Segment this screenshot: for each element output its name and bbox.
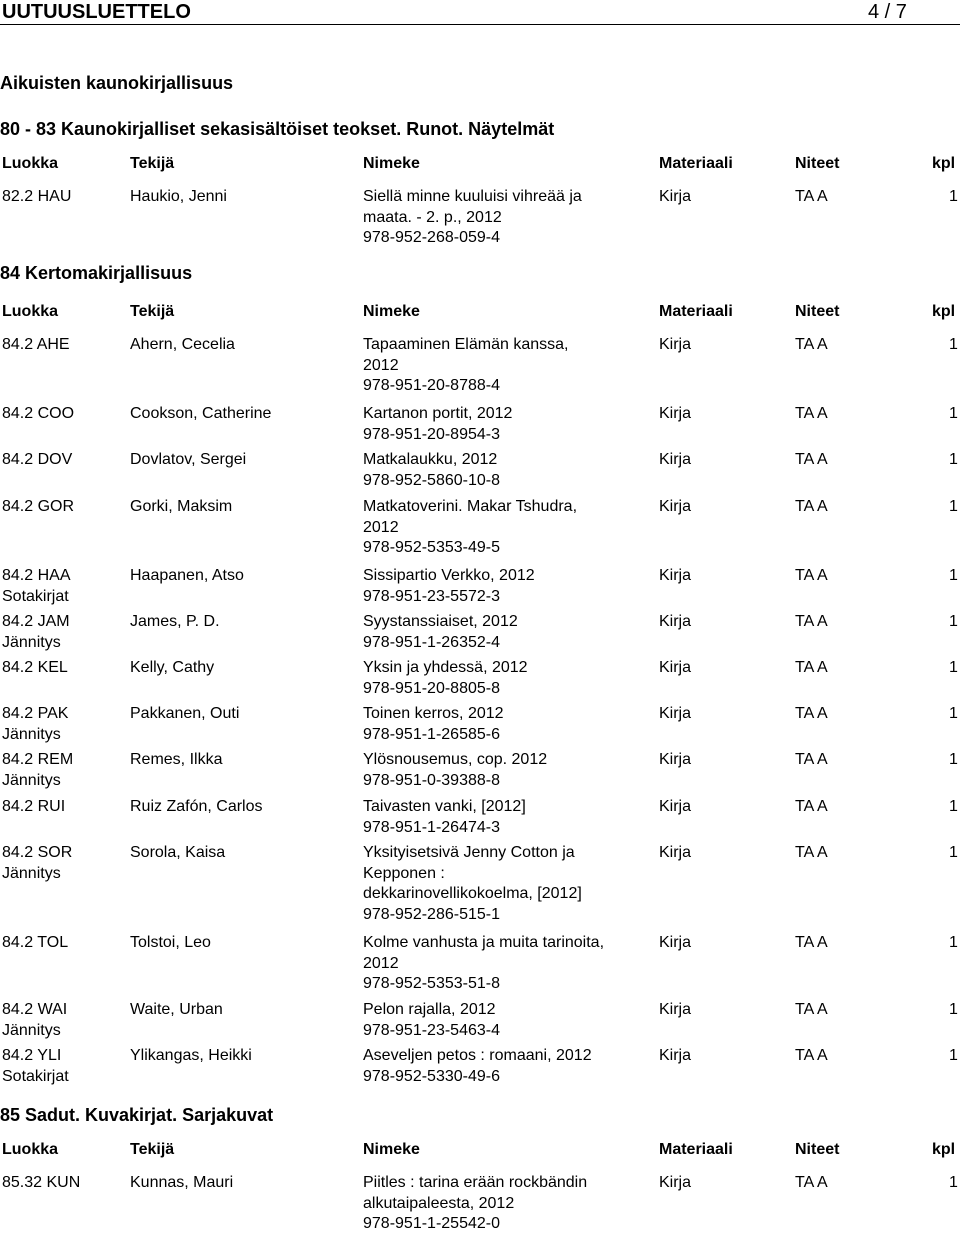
column-header-niteet: Niteet <box>795 155 840 172</box>
cell-nimeke <box>363 843 582 925</box>
luokka-line: 82.2 HAU <box>2 188 72 205</box>
nimeke-line: 978-951-23-5463-4 <box>363 1021 500 1039</box>
cell-materiaali: Kirja <box>659 405 692 422</box>
cell-niteet: TA A <box>795 1001 828 1018</box>
cell-niteet: TA A <box>795 1047 828 1064</box>
column-header-tekija: Tekijä <box>130 1141 175 1158</box>
nimeke-line: 978-952-5860-10-8 <box>363 471 500 489</box>
nimeke-line: Yksin ja yhdessä, 2012 <box>363 659 528 676</box>
nimeke-line: Toinen kerros, 2012 <box>363 705 504 722</box>
cell-kpl: 1 <box>949 1047 958 1064</box>
cell-kpl: 1 <box>949 336 958 353</box>
nimeke-line: Tapaaminen Elämän kanssa, <box>363 336 569 353</box>
nimeke-line: Taivasten vanki, [2012] <box>363 798 526 815</box>
luokka-line: 84.2 RUI <box>2 798 66 815</box>
luokka-line: 84.2 REM <box>2 751 74 768</box>
cell-nimeke <box>363 658 528 699</box>
cell-nimeke <box>363 404 512 445</box>
nimeke-line: 978-951-23-5572-3 <box>363 587 500 605</box>
luokka-line: Sotakirjat <box>2 1067 69 1085</box>
nimeke-line: Siellä minne kuuluisi vihreää ja <box>363 188 582 205</box>
cell-niteet: TA A <box>795 705 828 722</box>
cell-luokka <box>2 1173 80 1194</box>
main-heading: Aikuisten kaunokirjallisuus <box>0 73 234 93</box>
cell-materiaali: Kirja <box>659 844 692 861</box>
luokka-line: 84.2 COO <box>2 405 75 422</box>
luokka-line: 85.32 KUN <box>2 1174 81 1191</box>
cell-niteet: TA A <box>795 336 828 353</box>
cell-kpl: 1 <box>949 405 958 422</box>
column-header-materiaali: Materiaali <box>659 303 733 320</box>
cell-materiaali: Kirja <box>659 934 692 951</box>
cell-tekija: Kelly, Cathy <box>130 659 215 676</box>
luokka-line: Jännitys <box>2 864 61 882</box>
nimeke-line: 978-952-5353-51-8 <box>363 975 500 992</box>
column-header-nimeke: Nimeke <box>363 155 420 172</box>
nimeke-line: Piitles : tarina erään rockbändin <box>363 1174 588 1191</box>
cell-luokka <box>2 335 70 356</box>
cell-luokka <box>2 658 68 679</box>
cell-tekija: Dovlatov, Sergei <box>130 451 247 468</box>
luokka-line: 84.2 JAM <box>2 613 70 630</box>
header-rule <box>0 24 960 25</box>
cell-materiaali: Kirja <box>659 1174 692 1191</box>
column-header-niteet: Niteet <box>795 1141 840 1158</box>
cell-nimeke <box>363 1000 500 1041</box>
cell-materiaali: Kirja <box>659 751 692 768</box>
cell-niteet: TA A <box>795 498 828 515</box>
cell-materiaali: Kirja <box>659 798 692 815</box>
cell-nimeke <box>363 1046 592 1087</box>
nimeke-line: 978-951-20-8954-3 <box>363 425 500 443</box>
cell-luokka <box>2 933 68 954</box>
cell-tekija: Pakkanen, Outi <box>130 705 240 722</box>
cell-kpl: 1 <box>949 567 958 584</box>
cell-luokka <box>2 843 72 884</box>
cell-kpl: 1 <box>949 705 958 722</box>
nimeke-line: Pelon rajalla, 2012 <box>363 1001 496 1018</box>
luokka-line: Jännitys <box>2 633 61 651</box>
nimeke-line: 978-951-1-25542-0 <box>363 1215 500 1232</box>
cell-kpl: 1 <box>949 1001 958 1018</box>
cell-nimeke <box>363 450 500 491</box>
cell-niteet: TA A <box>795 798 828 815</box>
luokka-line: 84.2 HAA <box>2 567 71 584</box>
nimeke-line: 2012 <box>363 954 399 972</box>
cell-nimeke <box>363 187 582 249</box>
cell-kpl: 1 <box>949 1174 958 1191</box>
cell-nimeke <box>363 1173 587 1235</box>
cell-niteet: TA A <box>795 188 828 205</box>
cell-tekija: Cookson, Catherine <box>130 405 272 422</box>
nimeke-line: 978-952-5353-49-5 <box>363 539 500 556</box>
cell-luokka <box>2 750 73 791</box>
cell-kpl: 1 <box>949 188 958 205</box>
document-title: UUTUUSLUETTELO <box>2 1 191 23</box>
cell-niteet: TA A <box>795 405 828 422</box>
cell-kpl: 1 <box>949 659 958 676</box>
cell-luokka <box>2 404 74 425</box>
nimeke-line: Yksityisetsivä Jenny Cotton ja <box>363 844 575 861</box>
cell-nimeke <box>363 797 526 838</box>
cell-luokka <box>2 450 72 471</box>
luokka-line: Jännitys <box>2 725 61 743</box>
nimeke-line: Sissipartio Verkko, 2012 <box>363 567 535 584</box>
cell-materiaali: Kirja <box>659 567 692 584</box>
cell-nimeke <box>363 566 535 607</box>
luokka-line: 84.2 WAI <box>2 1001 68 1018</box>
cell-niteet: TA A <box>795 451 828 468</box>
nimeke-line: 978-951-20-8788-4 <box>363 377 500 394</box>
cell-nimeke <box>363 704 504 745</box>
cell-tekija: Ahern, Cecelia <box>130 336 235 353</box>
cell-luokka <box>2 612 70 653</box>
nimeke-line: Aseveljen petos : romaani, 2012 <box>363 1047 592 1064</box>
cell-luokka <box>2 704 68 745</box>
cell-materiaali: Kirja <box>659 1047 692 1064</box>
column-header-kpl: kpl <box>932 303 956 320</box>
nimeke-line: 2012 <box>363 518 399 536</box>
luokka-line: 84.2 SOR <box>2 844 73 861</box>
nimeke-line: Ylösnousemus, cop. 2012 <box>363 751 548 768</box>
cell-materiaali: Kirja <box>659 659 692 676</box>
nimeke-line: 978-952-268-059-4 <box>363 229 500 246</box>
cell-niteet: TA A <box>795 844 828 861</box>
cell-kpl: 1 <box>949 451 958 468</box>
column-header-tekija: Tekijä <box>130 155 175 172</box>
nimeke-line: Matkatoverini. Makar Tshudra, <box>363 498 578 515</box>
nimeke-line: Kepponen : <box>363 864 445 882</box>
cell-materiaali: Kirja <box>659 336 692 353</box>
cell-luokka <box>2 1046 69 1087</box>
cell-nimeke <box>363 335 568 397</box>
cell-materiaali: Kirja <box>659 188 692 205</box>
nimeke-line: Kolme vanhusta ja muita tarinoita, <box>363 934 605 951</box>
nimeke-line: Matkalaukku, 2012 <box>363 451 498 468</box>
cell-luokka <box>2 797 65 818</box>
column-header-nimeke: Nimeke <box>363 303 420 320</box>
luokka-line: Jännitys <box>2 771 61 789</box>
luokka-line: 84.2 PAK <box>2 705 69 722</box>
cell-niteet: TA A <box>795 659 828 676</box>
luokka-line: 84.2 DOV <box>2 451 73 468</box>
cell-tekija: Sorola, Kaisa <box>130 844 226 861</box>
cell-kpl: 1 <box>949 844 958 861</box>
luokka-line: 84.2 AHE <box>2 336 70 353</box>
cell-tekija: Haapanen, Atso <box>130 567 244 584</box>
column-header-nimeke: Nimeke <box>363 1141 420 1158</box>
cell-niteet: TA A <box>795 567 828 584</box>
nimeke-line: dekkarinovellikokoelma, [2012] <box>363 885 582 902</box>
nimeke-line: 978-951-0-39388-8 <box>363 771 500 789</box>
nimeke-line: Syystanssiaiset, 2012 <box>363 613 518 630</box>
luokka-line: 84.2 KEL <box>2 659 68 676</box>
column-header-luokka: Luokka <box>2 155 59 172</box>
nimeke-line: 2012 <box>363 356 399 374</box>
cell-tekija: Kunnas, Mauri <box>130 1174 234 1191</box>
section-title: 80 - 83 Kaunokirjalliset sekasisältöiset teokset. Runot. Näytelmät <box>0 119 555 139</box>
page-number: 4 / 7 <box>868 1 907 23</box>
nimeke-line: 978-951-1-26585-6 <box>363 725 500 743</box>
cell-luokka <box>2 187 71 208</box>
cell-materiaali: Kirja <box>659 613 692 630</box>
cell-tekija: Remes, Ilkka <box>130 751 223 768</box>
cell-luokka <box>2 497 74 518</box>
cell-kpl: 1 <box>949 613 958 630</box>
nimeke-line: 978-951-1-26474-3 <box>363 818 500 836</box>
page-header <box>0 0 960 26</box>
cell-materiaali: Kirja <box>659 705 692 722</box>
luokka-line: Sotakirjat <box>2 587 69 605</box>
luokka-line: 84.2 YLI <box>2 1047 62 1064</box>
nimeke-line: 978-952-286-515-1 <box>363 905 500 923</box>
column-header-niteet: Niteet <box>795 303 840 320</box>
cell-tekija: Ylikangas, Heikki <box>130 1047 252 1064</box>
column-header-materiaali: Materiaali <box>659 155 733 172</box>
cell-luokka <box>2 566 70 607</box>
cell-kpl: 1 <box>949 498 958 515</box>
cell-niteet: TA A <box>795 1174 828 1191</box>
cell-nimeke <box>363 497 577 559</box>
cell-nimeke <box>363 750 547 791</box>
luokka-line: Jännitys <box>2 1021 61 1039</box>
cell-materiaali: Kirja <box>659 498 692 515</box>
column-header-kpl: kpl <box>932 155 956 172</box>
cell-tekija: Waite, Urban <box>130 1001 223 1018</box>
cell-kpl: 1 <box>949 751 958 768</box>
column-header-materiaali: Materiaali <box>659 1141 733 1158</box>
column-header-tekija: Tekijä <box>130 303 175 320</box>
section-title: 85 Sadut. Kuvakirjat. Sarjakuvat <box>0 1105 274 1125</box>
nimeke-line: alkutaipaleesta, 2012 <box>363 1194 515 1212</box>
luokka-line: 84.2 TOL <box>2 934 69 951</box>
cell-tekija: Ruiz Zafón, Carlos <box>130 798 263 815</box>
cell-nimeke <box>363 612 518 653</box>
nimeke-line: 978-951-1-26352-4 <box>363 633 500 651</box>
nimeke-line: Kartanon portit, 2012 <box>363 405 513 422</box>
cell-materiaali: Kirja <box>659 451 692 468</box>
cell-tekija: Tolstoi, Leo <box>130 934 211 951</box>
nimeke-line: 978-952-5330-49-6 <box>363 1067 500 1085</box>
cell-tekija: Haukio, Jenni <box>130 188 227 205</box>
column-header-luokka: Luokka <box>2 303 59 320</box>
cell-kpl: 1 <box>949 798 958 815</box>
nimeke-line: maata. - 2. p., 2012 <box>363 208 502 226</box>
column-header-kpl: kpl <box>932 1141 956 1158</box>
cell-kpl: 1 <box>949 934 958 951</box>
cell-luokka <box>2 1000 67 1041</box>
cell-materiaali: Kirja <box>659 1001 692 1018</box>
section-title: 84 Kertomakirjallisuus <box>0 263 193 283</box>
luokka-line: 84.2 GOR <box>2 498 75 515</box>
cell-nimeke <box>363 933 604 995</box>
cell-tekija: James, P. D. <box>130 613 220 630</box>
cell-niteet: TA A <box>795 613 828 630</box>
cell-tekija: Gorki, Maksim <box>130 498 233 515</box>
cell-niteet: TA A <box>795 934 828 951</box>
nimeke-line: 978-951-20-8805-8 <box>363 679 500 697</box>
cell-niteet: TA A <box>795 751 828 768</box>
column-header-luokka: Luokka <box>2 1141 59 1158</box>
